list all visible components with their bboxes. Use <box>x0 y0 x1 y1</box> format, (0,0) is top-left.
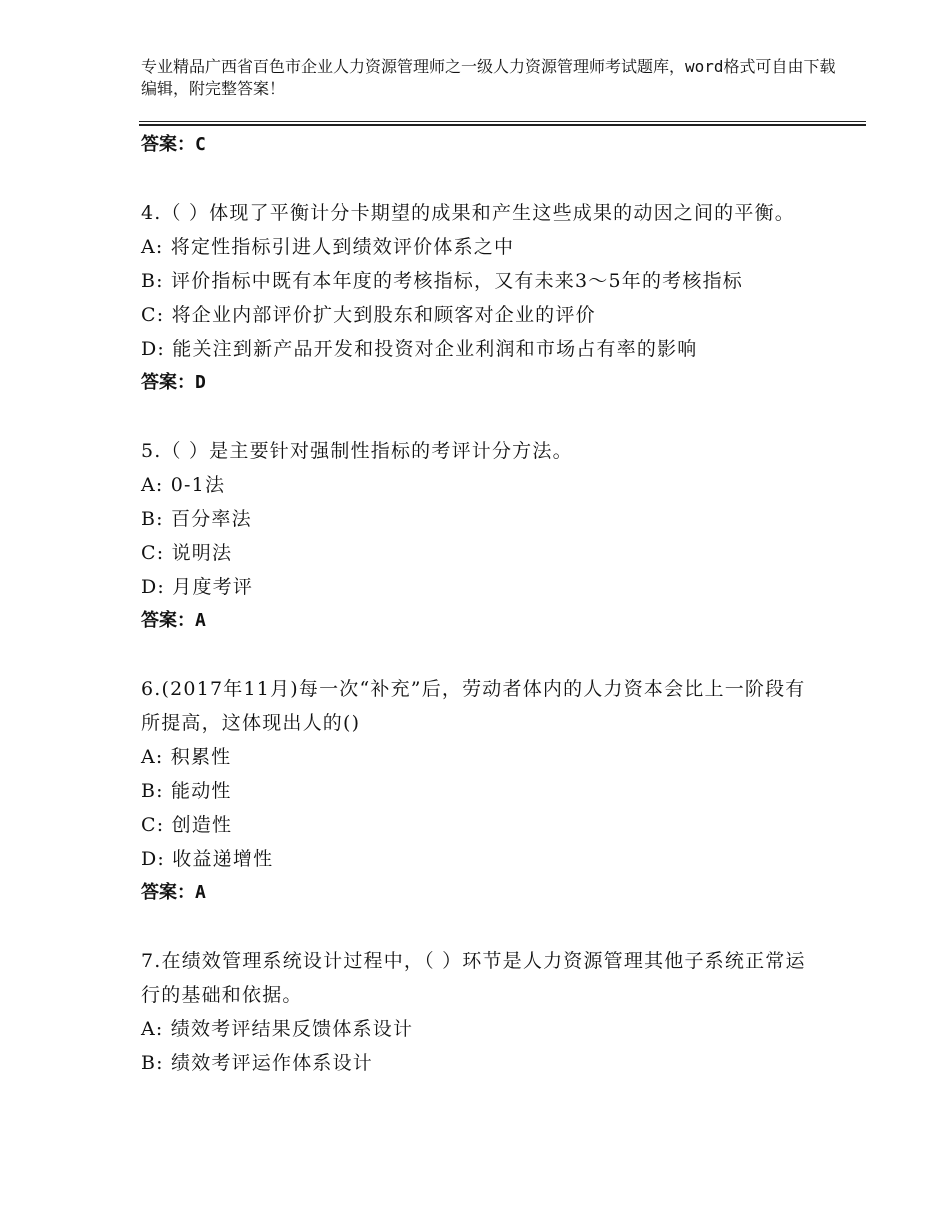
option-c: C: 说明法 <box>141 542 233 564</box>
option-d: D: 收益递增性 <box>141 848 274 870</box>
page-content <box>141 128 821 1080</box>
question-stem: 6.(2017年11月)每一次“补充”后，劳动者体内的人力资本会比上一阶段有所提高，这体现出人的() <box>141 678 806 734</box>
option-d: D: 能关注到新产品开发和投资对企业利润和市场占有率的影响 <box>141 338 698 360</box>
question-4 <box>141 196 821 400</box>
question-stem: 4.（ ）体现了平衡计分卡期望的成果和产生这些成果的动因之间的平衡。 <box>141 202 795 224</box>
option-d: D: 月度考评 <box>141 576 254 598</box>
question-7 <box>141 944 821 1080</box>
option-b: B: 评价指标中既有本年度的考核指标，又有未来3～5年的考核指标 <box>141 270 743 292</box>
option-a: A: 绩效考评结果反馈体系设计 <box>141 1018 414 1040</box>
answer-label: 答案：D <box>141 372 206 393</box>
header-rule-thick <box>139 124 866 126</box>
answer-label: 答案：A <box>141 610 206 631</box>
header-rule-thin <box>139 121 866 122</box>
option-b: B: 百分率法 <box>141 508 252 530</box>
option-c: C: 创造性 <box>141 814 233 836</box>
option-b: B: 绩效考评运作体系设计 <box>141 1052 374 1074</box>
option-b: B: 能动性 <box>141 780 232 802</box>
option-a: A: 将定性指标引进人到绩效评价体系之中 <box>141 236 515 258</box>
option-a: A: 0-1法 <box>141 474 226 496</box>
answer-label: 答案：A <box>141 882 206 903</box>
question-6 <box>141 672 821 910</box>
previous-answer: 答案：C <box>141 134 206 155</box>
question-5 <box>141 434 821 638</box>
option-a: A: 积累性 <box>141 746 232 768</box>
question-stem: 5.（ ）是主要针对强制性指标的考评计分方法。 <box>141 440 573 462</box>
question-stem: 7.在绩效管理系统设计过程中，（ ）环节是人力资源管理其他子系统正常运行的基础和依据。 <box>141 950 806 1006</box>
option-c: C: 将企业内部评价扩大到股东和顾客对企业的评价 <box>141 304 596 326</box>
page-header: 专业精品广西省百色市企业人力资源管理师之一级人力资源管理师考试题库，word格式可自由下载编辑，附完整答案！ <box>141 57 836 98</box>
